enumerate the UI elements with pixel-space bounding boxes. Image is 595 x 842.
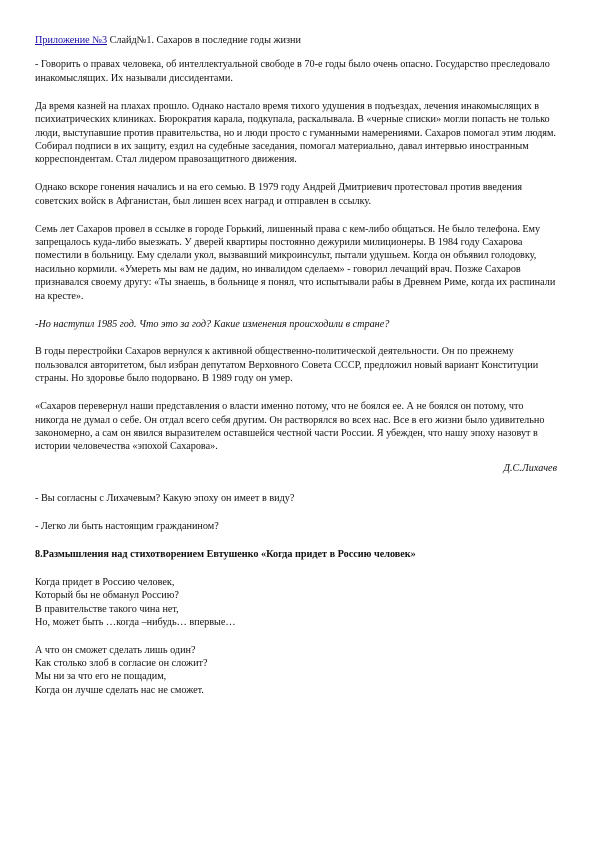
- section-heading: 8.Размышления над стихотворением Евтушенко «Когда придет в Россию человек»: [35, 548, 416, 560]
- paragraph-perestroika: В годы перестройки Сахаров вернулся к активной общественно-политической деятельности. Он по прежнему пользовался авторитетом, был избран депутатом Верховного Совета СССР, предложил новый вариант Конституции страны. Но здоровье было подорвано. В 1989 году он умер.: [35, 346, 539, 385]
- poem-line: Когда придет в Россию человек,: [35, 576, 175, 588]
- document-page: [35, 34, 557, 711]
- question-1985: -Но наступил 1985 год. Что это за год? Какие изменения происходили в стране?: [35, 318, 390, 330]
- page-header: [35, 34, 557, 47]
- paragraph-exile: Семь лет Сахаров провел в ссылке в городе Горький, лишенный права с кем-либо общаться. Не было телефона. Ему запрещалось куда-либо выезжать. У дверей квартиры постоянно дежурили милиционеры. В 1984 году Сахарова поместили в больницу. Ему сделали укол, вызвавший микроинсульт, пытали удушьем. Когда он объявил голодовку, насильно кормили. «Умереть мы вам не дадим, но инвалидом сделаем» - говорил лечащий врач. Позже Сахаров признавался своему другу: «Ты знаешь, в больнице я понял, что испытывали рабы в Древнем Риме, когда их распинали на кресте».: [35, 223, 556, 302]
- quote-signature: Д.С.Лихачев: [503, 462, 557, 474]
- poem-line: В правительстве такого чина нет,: [35, 603, 179, 615]
- paragraph-dissidents: Да время казней на плахах прошло. Однако настало время тихого удушения в подъездах, лечения инакомыслящих в психиатрических клиниках. Бюрократия карала, подкупала, раскалывала. В «черные списки» могли попасть не только люди, выступавшие против правительства, но и люди просто с гуманными намерениями. Сахаров помогал этим людям. Собирал подписи в их защиту, ездил на судебные заседания, помогал материально, давал интервью иностранным корреспондентам. Стал лидером правозащитного движения.: [35, 100, 556, 166]
- poem-stanza-1: [35, 576, 557, 630]
- slide-title: Слайд№1. Сахаров в последние годы жизни: [107, 35, 301, 46]
- poem-line: Как столько злоб в согласие он сложит?: [35, 657, 208, 669]
- paragraph-intro: - Говорить о правах человека, об интеллектуальной свободе в 70-е годы было очень опасно. Государство преследовало инакомыслящих. Их называли диссидентами.: [35, 59, 550, 84]
- poem-line: Который бы не обманул Россию?: [35, 590, 179, 602]
- poem-line: А что он сможет сделать лишь один?: [35, 644, 196, 656]
- question-citizen: - Легко ли быть настоящим гражданином?: [35, 521, 219, 533]
- paragraph-likhachev-quote: «Сахаров перевернул наши представления о власти именно потому, что не боялся ее. А не боялся он потому, что никогда не думал о себе. Он отдал всего себя другим. Он растворялся во всех нас. Все в его жизни было удивительно закономерно, а сам он явился выразителем оставшейся честной части России. Я убежден, что нашу эпоху назовут в истории человечества «эпохой Сахарова».: [35, 401, 545, 453]
- poem-stanza-2: [35, 644, 557, 698]
- poem-line: Когда он лучше сделать нас не сможет.: [35, 684, 204, 696]
- poem-line: Но, может быть …когда –нибудь… впервые…: [35, 617, 236, 629]
- appendix-link[interactable]: Приложение №3: [35, 35, 108, 46]
- paragraph-afghanistan: Однако вскоре гонения начались и на его семью. В 1979 году Андрей Дмитриевич протестовал против введения советских войск в Афганистан, был лишен всех наград и отправлен в ссылку.: [35, 182, 523, 207]
- poem-line: Мы ни за что его не пощадим,: [35, 671, 167, 683]
- question-likhachev: - Вы согласны с Лихачевым? Какую эпоху он имеет в виду?: [35, 493, 295, 505]
